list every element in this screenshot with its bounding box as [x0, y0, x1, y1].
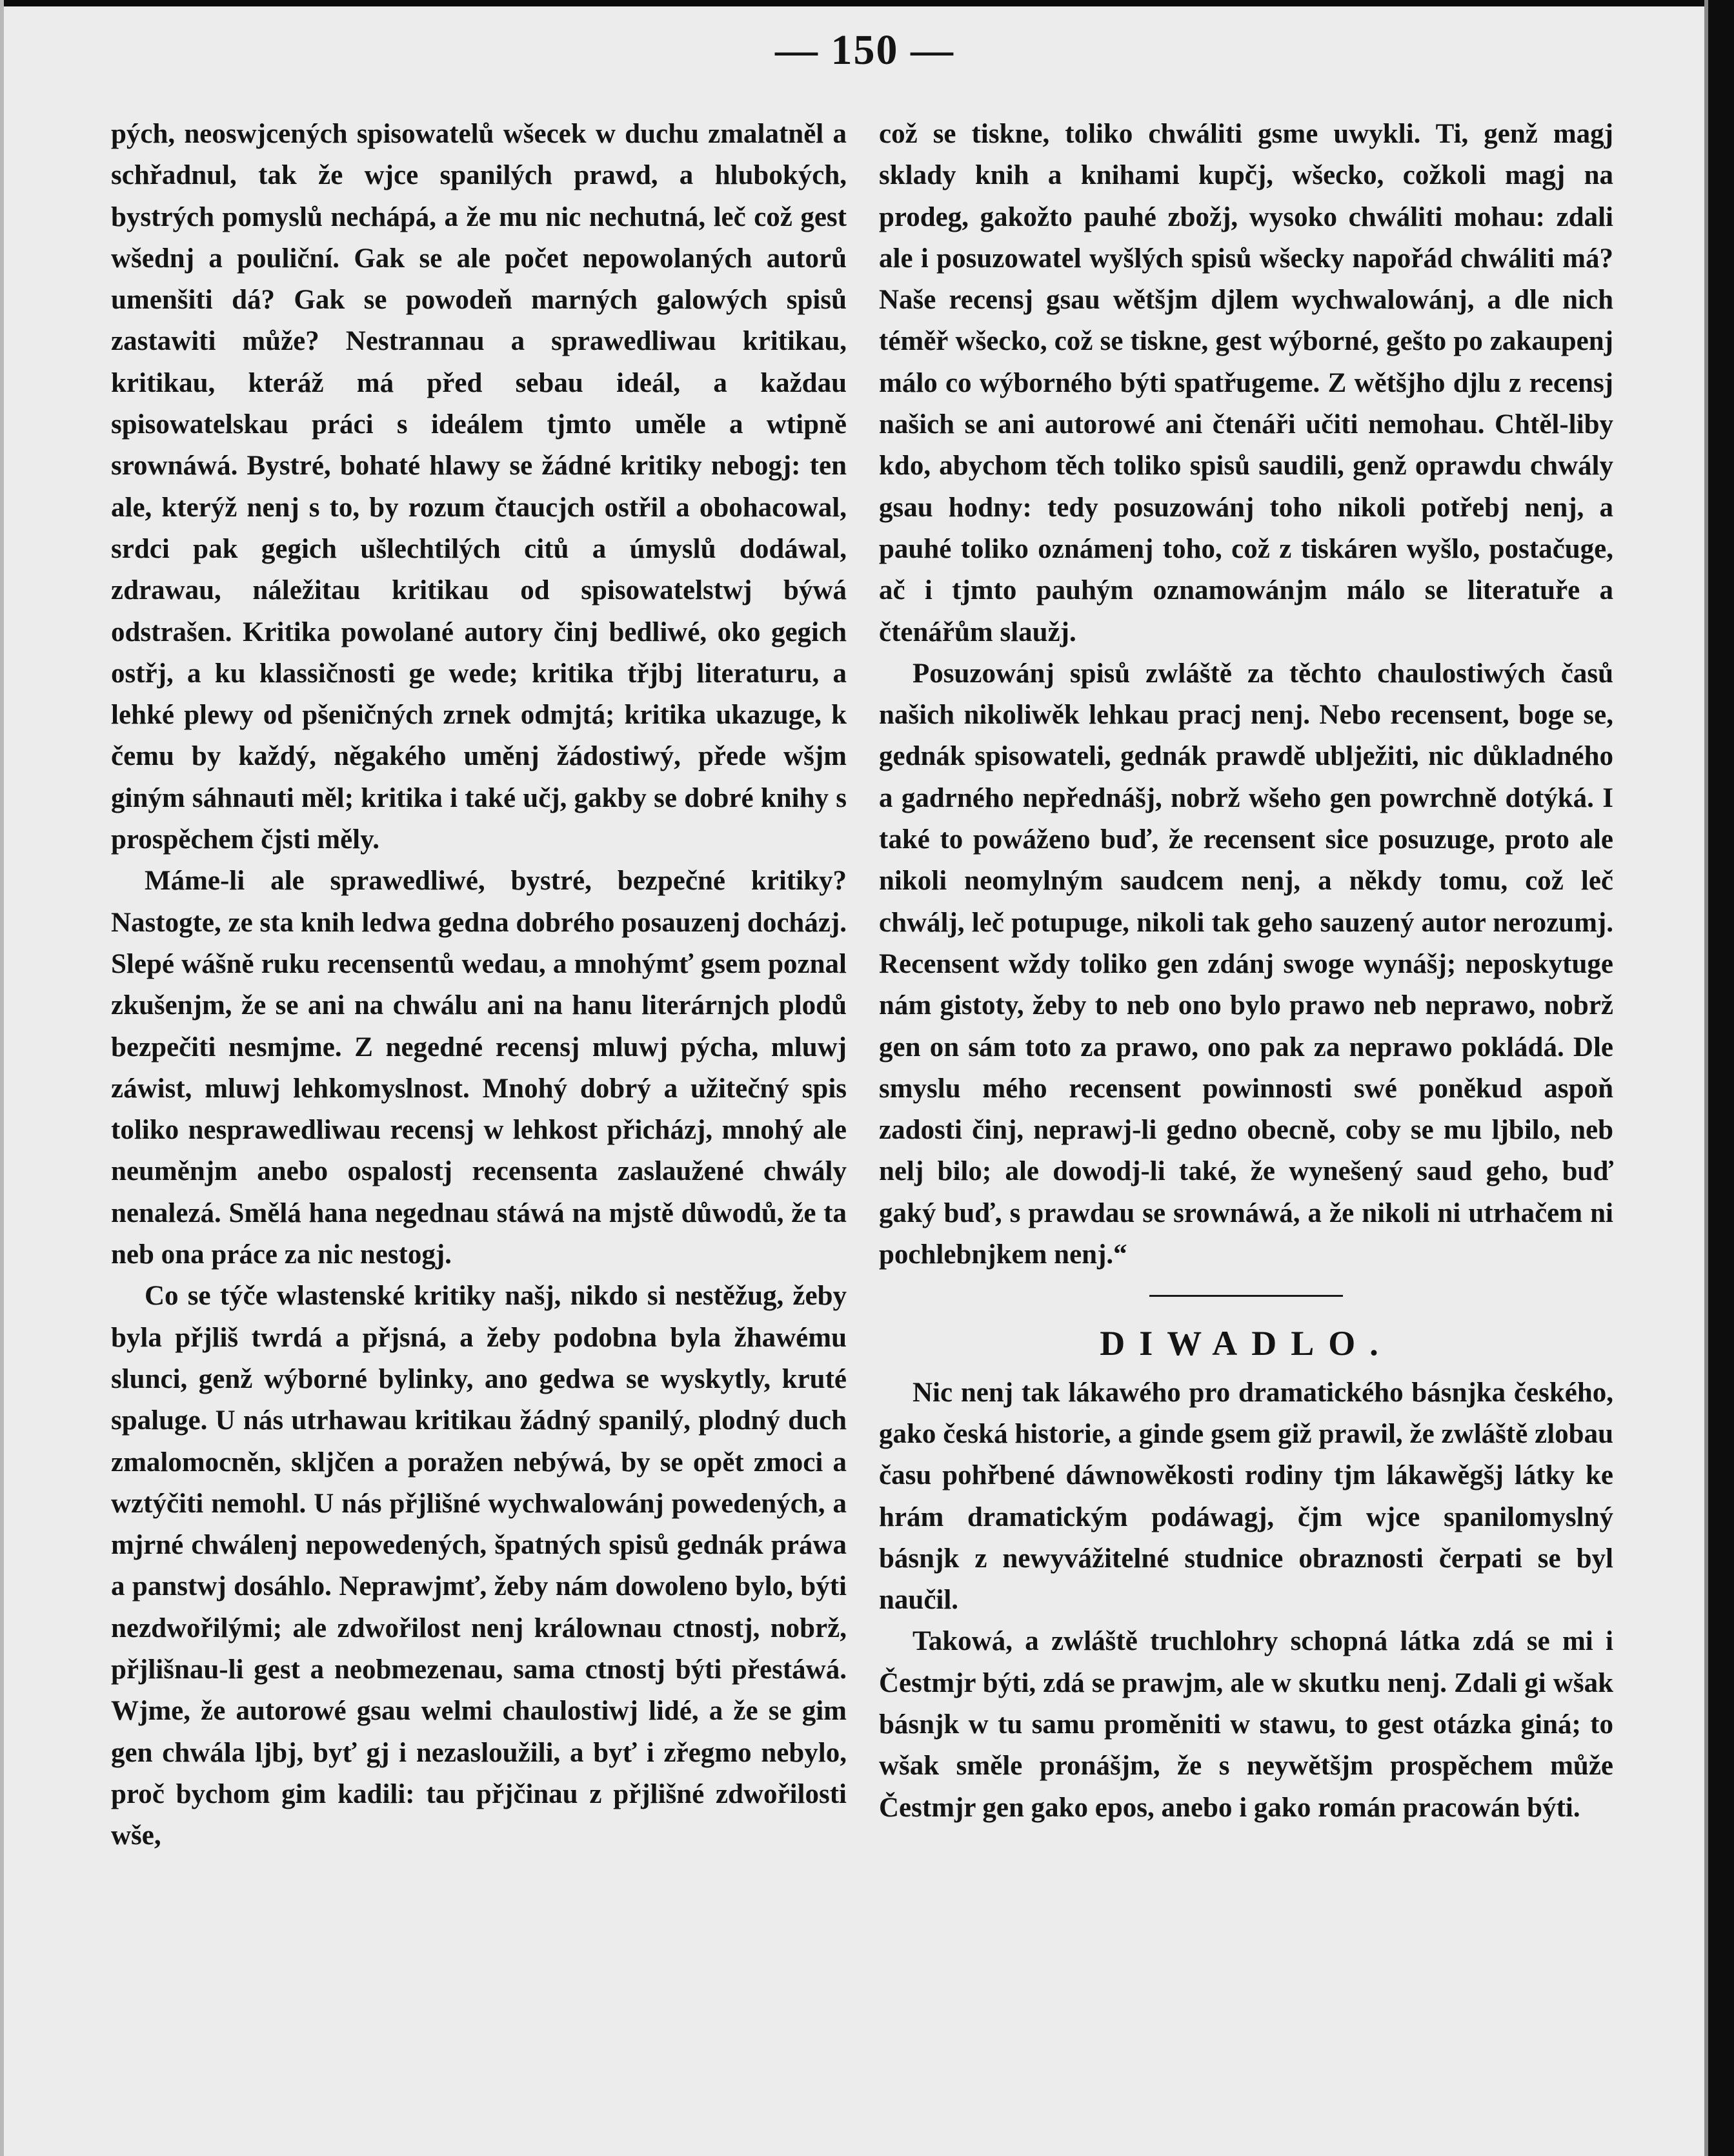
scan-border-left — [0, 0, 4, 2156]
scan-border-top — [0, 0, 1734, 6]
section-paragraph-2: Takowá, a zwláště truchlohry schopná látka zdá se mi i Čestmjr býti, zdá se prawjm, ale w skutku nenj. Zdali gi wšak básnjk w tu samu proměniti w stawu, to gest otázka giná; to wšak směle pronášjm, že s neywětšjm prospěchem může Čestmjr gen gako epos, anebo i gako román pracowán býti. — [879, 1626, 1613, 1823]
section-divider — [1149, 1295, 1343, 1297]
page-number: — 150 — — [775, 26, 954, 74]
scan-border-right — [1708, 0, 1734, 2156]
section-paragraph-1: Nic nenj tak lákawého pro dramatického básnjka českého, gako česká historie, a ginde gsem giž prawil, že zwláště zlobau času pohřbené dáwnowěkosti rodiny tjm lákawěgšj látky ke hrám dramatickým podáwagj, čjm wjce spanilomyslný básnjk z newyvážitelné studnice obraznosti čerpati se byl naučil. — [879, 1377, 1613, 1616]
left-paragraph-3: Co se týče wlastenské kritiky našj, nikdo si nestěžug, žeby byla přjliš twrdá a přjsná, a žeby podobna byla žhawému slunci, genž wýborné bylinky, ano gedwa se wyskytly, kruté spaluge. U nás utrhawau kritikau žádný spanilý, plodný duch zmalomocněn, skljčen a poražen nebýwá, by se opět zmoci a wztýčiti nemohl. U nás přjlišné wychwalowánj powedených, a mjrné chwálenj nepowedených, špatných spisů gednák práwa a panstwj dosáhlo. Neprawjmť, žeby nám dowoleno bylo, býti nezdwořilými; ale zdwořilost nenj králownau ctnostj, nobrž, přjlišnau-li gest a neobmezenau, sama ctnostj býti přestáwá. Wjme, že autorowé gsau welmi chaulostiwj lidé, a že se gim gen chwála ljbj, byť gj i nezasloužili, a byť i zřegmo nebylo, proč bychom gim kadili: tau přjčinau z přjlišné zdwořilosti wše, — [111, 1281, 847, 1851]
right-column — [879, 114, 1613, 1829]
section-heading: DIWADLO. — [1100, 1324, 1393, 1363]
right-paragraph-2: Posuzowánj spisů zwláště za těchto chaulostiwých časů našich nikoliwěk lehkau pracj nenj. Nebo recensent, boge se, gednák spisowateli, gednák prawdě ublježiti, nic důkladného a gadrného nepřednášj, nobrž wšeho gen powrchně dotýká. I také to powáženo buď, že recensent sice posuzuge, proto ale nikoli neomylným saudcem nenj, a někdy tomu, což leč chwálj, leč potupuge, nikoli tak geho sauzený autor nerozumj. Recensent wždy toliko gen zdánj swoge wynášj; neposkytuge nám gistoty, žeby to neb ono bylo prawo neb neprawo, nobrž gen on sám toto za prawo, ono pak za neprawo pokládá. Dle smyslu mého recensent powinnosti swé poněkud aspoň zadosti činj, neprawj-li gedno obecně, coby se mu ljbilo, neb nelj bilo; ale dowodj-li také, že wynešený saud geho, buď gaký buď, s prawdau se srownáwá, a že nikoli ni utrhačem ni pochlebnjkem nenj.“ — [879, 658, 1613, 1270]
left-paragraph-1: pých, neoswjcených spisowatelů wšecek w duchu zmalatněl a schřadnul, tak že wjce spanilých prawd, a hlubokých, bystrých pomyslů nechápá, a že mu nic nechutná, leč což gest wšednj a pouliční. Gak se ale počet nepowolaných autorů umenšiti dá? Gak se powodeň marných galowých spisů zastawiti může? Nestrannau a sprawedliwau kritikau, kritikau, kteráž má před sebau ideál, a každau spisowatelskau práci s ideálem tjmto uměle a wtipně srownáwá. Bystré, bohaté hlawy se žádné kritiky nebogj: ten ale, kterýž nenj s to, by rozum čtaucjch ostřil a obohacowal, srdci pak gegich ušlechtilých citů a úmyslů dodáwal, zdrawau, náležitau kritikau od spisowatelstwj býwá odstrašen. Kritika powolané autory činj bedliwé, oko gegich ostřj, a ku klassičnosti ge wede; kritika třjbj literaturu, a lehké plewy od pšeničných zrnek odmjtá; kritika ukazuge, k čemu by každý, něgakého uměnj žádostiwý, přede wšjm giným sáhnauti měl; kritika i také učj, gakby se dobré knihy s prospěchem čjsti měly. — [111, 119, 847, 855]
right-paragraph-1: což se tiskne, toliko chwáliti gsme uwykli. Ti, genž magj sklady knih a knihami kupčj, wšecko, cožkoli magj na prodeg, gakožto pauhé zbožj, wysoko chwáliti mohau: zdali ale i posuzowatel wyšlých spisů wšecky napořád chwáliti má? Naše recensj gsau wětšjm djlem wychwalowánj, a dle nich téměř wšecko, což se tiskne, gest wýborné, gešto po zakaupenj málo co wýborného býti spatřugeme. Z wětšjho djlu z recensj našich se ani autorowé ani čtenáři učiti nemohau. Chtěl-liby kdo, abychom těch toliko spisů saudili, genž oprawdu chwály gsau hodny: tedy posuzowánj toho nikoli potřebj nenj, a pauhé toliko oznámenj toho, což z tiskáren wyšlo, postačuge, ač i tjmto pauhým oznamowánjm málo se literatuře a čtenářům slaužj. — [879, 119, 1613, 647]
left-paragraph-2: Máme-li ale sprawedliwé, bystré, bezpečné kritiky? Nastogte, ze sta knih ledwa gedna dobrého posauzenj docházj. Slepé wášně ruku recensentů wedau, a mnohýmť gsem poznal zkušenjm, že se ani na chwálu ani na hanu literárnjch plodů bezpečiti nesmjme. Z negedné recensj mluwj pýcha, mluwj záwist, mluwj lehkomyslnost. Mnohý dobrý a užitečný spis toliko nesprawedliwau recensj w lehkost přicházj, mnohý ale neuměnjm anebo ospalostj recensenta zaslaužené chwály nenalezá. Smělá hana negednau stáwá na mjstě důwodů, že ta neb ona práce za nic nestogj. — [111, 866, 847, 1270]
left-column — [111, 114, 847, 1856]
